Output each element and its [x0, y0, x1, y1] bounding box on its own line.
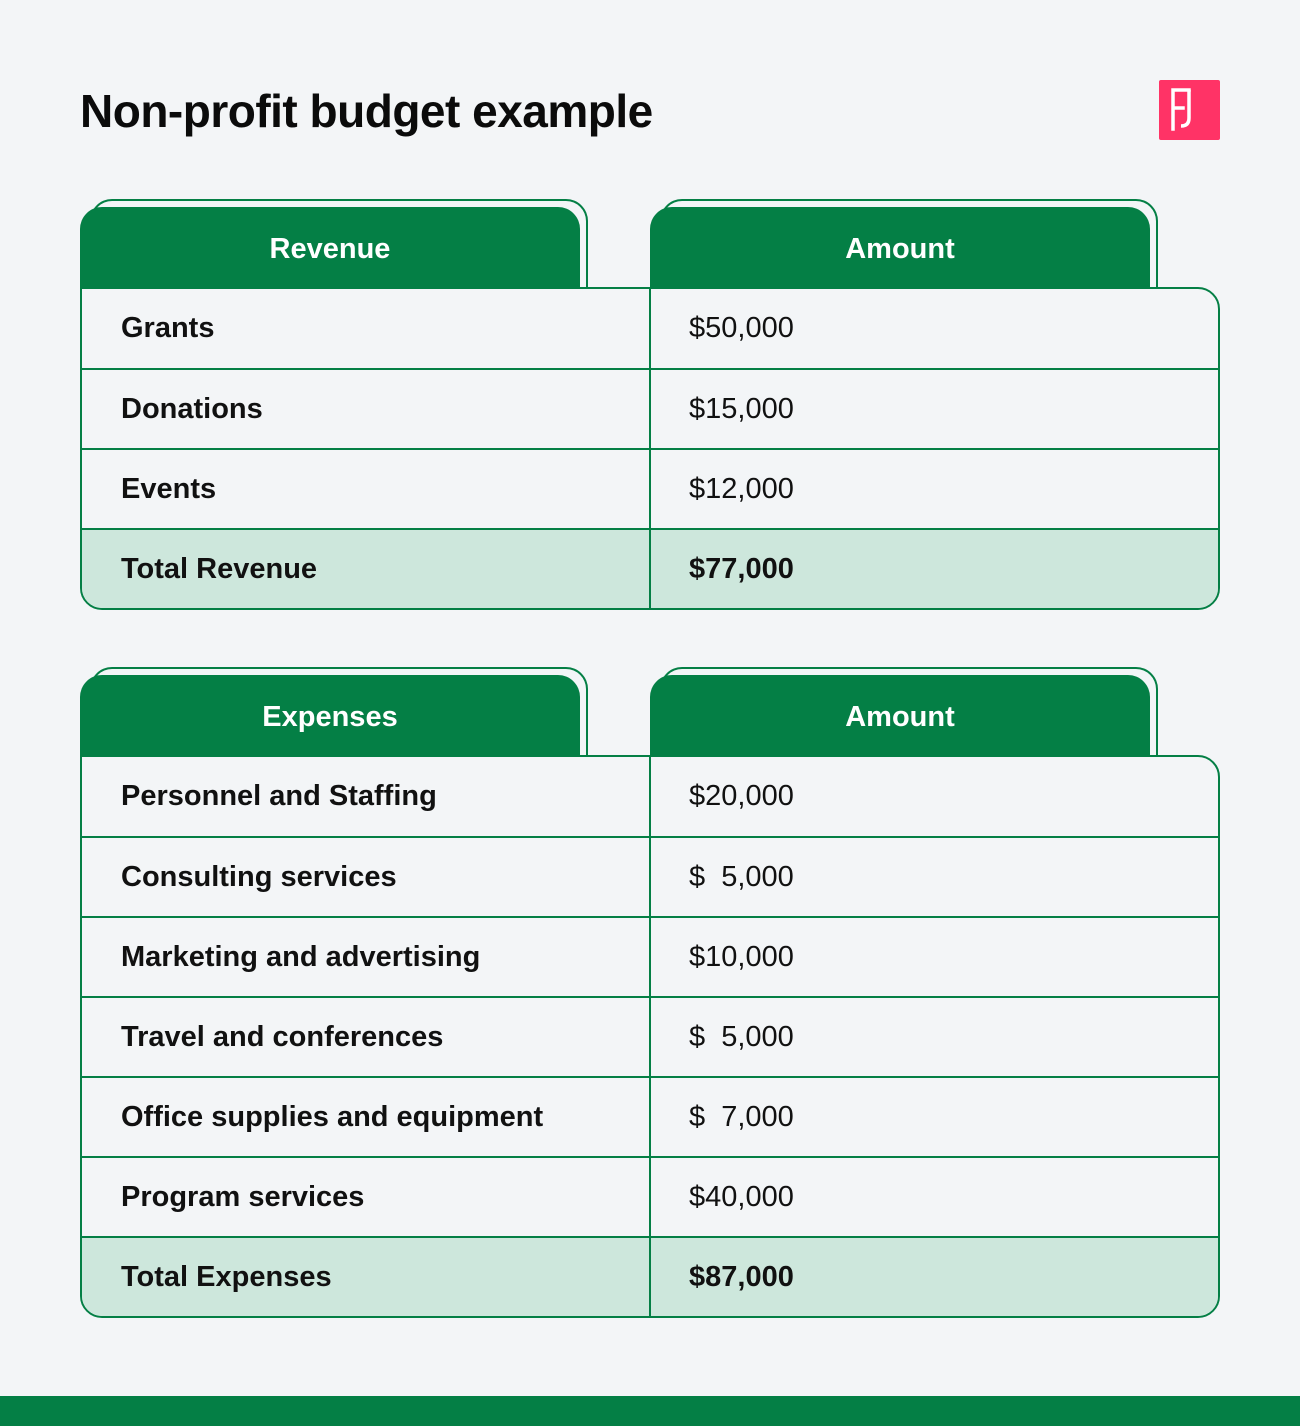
row-amount: $15,000: [689, 392, 794, 425]
revenue-header-label: Revenue: [80, 207, 580, 289]
footer-bar: [0, 1396, 1300, 1426]
row-label: Personnel and Staffing: [82, 757, 651, 836]
total-expenses-row: [82, 1236, 1218, 1316]
row-amount: $12,000: [689, 472, 794, 505]
row-label: Donations: [82, 370, 651, 448]
row-amount: $10,000: [689, 940, 794, 973]
row-amount: $20,000: [689, 780, 794, 812]
row-label: Program services: [82, 1158, 651, 1236]
total-revenue-row: [82, 528, 1218, 608]
expenses-amount-header-tab: [650, 667, 1150, 757]
table-row: [82, 996, 1218, 1076]
table-row: [82, 289, 1218, 368]
table-row: [82, 1076, 1218, 1156]
table-row: [82, 757, 1218, 836]
total-label: Total Revenue: [82, 530, 651, 608]
row-label: Grants: [82, 289, 651, 368]
expenses-header-tab: [80, 667, 580, 757]
total-amount: $77,000: [689, 552, 794, 585]
table-row: [82, 1156, 1218, 1236]
total-amount: $87,000: [689, 1260, 794, 1293]
row-label: Marketing and advertising: [82, 918, 651, 996]
table-row: [82, 368, 1218, 448]
row-label: Office supplies and equipment: [82, 1078, 651, 1156]
page-title: Non-profit budget example: [80, 85, 653, 137]
revenue-table: [80, 287, 1220, 610]
table-row: [82, 448, 1218, 528]
table-row: [82, 836, 1218, 916]
revenue-amount-header-tab: [650, 199, 1150, 289]
row-label: Events: [82, 450, 651, 528]
total-label: Total Expenses: [82, 1238, 651, 1316]
revenue-amount-header-label: Amount: [650, 207, 1150, 289]
expenses-header-label: Expenses: [80, 675, 580, 757]
row-amount: $ 5,000: [689, 860, 794, 893]
revenue-header-tab: [80, 199, 580, 289]
expenses-amount-header-label: Amount: [650, 675, 1150, 757]
logo-glyph-icon: [1159, 80, 1220, 140]
row-amount: $40,000: [689, 1180, 794, 1213]
table-row: [82, 916, 1218, 996]
row-amount: $ 5,000: [689, 1020, 794, 1053]
row-label: Travel and conferences: [82, 998, 651, 1076]
row-amount: $ 7,000: [689, 1100, 794, 1133]
row-amount: $50,000: [689, 312, 794, 344]
brand-logo-icon: [1159, 80, 1220, 140]
expenses-table: [80, 755, 1220, 1318]
row-label: Consulting services: [82, 838, 651, 916]
